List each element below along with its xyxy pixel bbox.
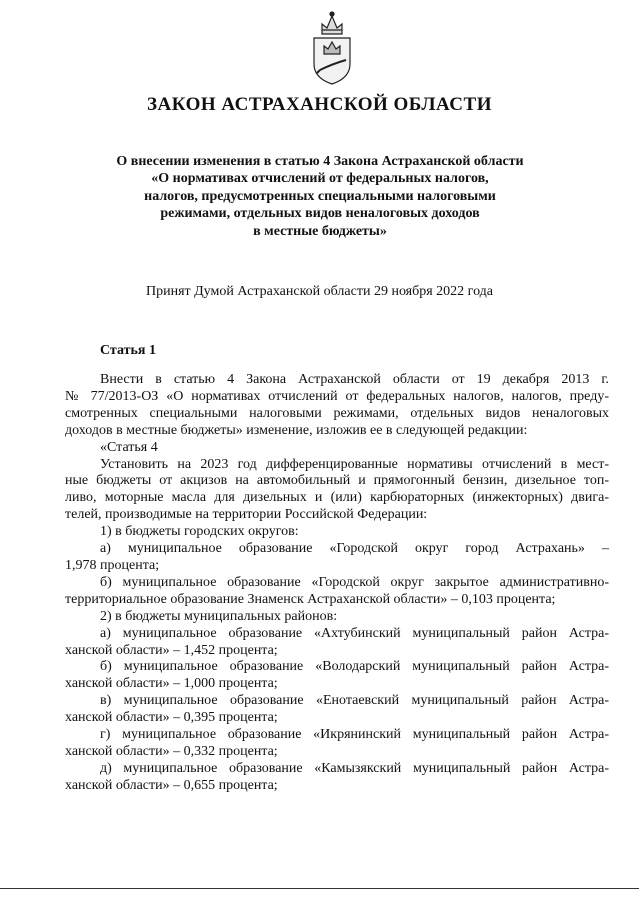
- text-line: смотренных специальными налоговыми режимами, отдельных видов неналоговых: [65, 405, 609, 421]
- text-line: ханской области» – 1,000 процента;: [65, 676, 278, 692]
- text-line: ханской области» – 0,395 процента;: [65, 710, 278, 726]
- paragraph: [65, 541, 609, 558]
- bottom-divider: [0, 888, 639, 889]
- text-line: «Статья 4: [100, 439, 158, 455]
- text-line: 2) в бюджеты муниципальных районов:: [100, 608, 338, 624]
- article-body: [65, 372, 609, 795]
- subtitle-line: О внесении изменения в статью 4 Закона Астраханской области: [116, 154, 524, 169]
- text-line: г) муниципальное образование «Икрянинский муниципальный район Астра-: [100, 727, 609, 743]
- paragraph: [65, 457, 609, 474]
- text-line: 1,978 процента;: [65, 557, 160, 573]
- text-line: б) муниципальное образование «Володарский муниципальный район Астра-: [100, 659, 609, 675]
- text-line: ханской области» – 0,332 процента;: [65, 743, 278, 759]
- text-line: а) муниципальное образование «Ахтубинский муниципальный район Астра-: [100, 625, 609, 641]
- text-line: в) муниципальное образование «Енотаевский муниципальный район Астра-: [100, 693, 609, 709]
- adoption-line: Принят Думой Астраханской области 29 ноября 2022 года: [145, 284, 494, 299]
- subtitle-line: режимами, отдельных видов неналоговых доходов: [160, 206, 480, 222]
- paragraph: [65, 575, 609, 592]
- paragraph: [65, 440, 609, 457]
- text-line: ханской области» – 0,655 процента;: [65, 777, 278, 793]
- text-line: № 77/2013-ОЗ «О нормативах отчислений от федеральных налогов, налогов, преду-: [65, 388, 609, 404]
- text-line: ные бюджеты от акцизов на автомобильный и прямогонный бензин, дизельное топ-: [65, 473, 609, 489]
- subtitle-line: в местные бюджеты»: [253, 223, 387, 239]
- document-title: ЗАКОН АСТРАХАНСКОЙ ОБЛАСТИ: [147, 94, 492, 115]
- paragraph: [65, 372, 609, 389]
- text-line: ханской области» – 1,452 процента;: [65, 642, 278, 658]
- text-line: а) муниципальное образование «Городской округ город Астрахань» –: [100, 541, 609, 557]
- text-line: Установить на 2023 год дифференцированные нормативы отчислений в мест-: [100, 456, 609, 472]
- text-line: Внести в статью 4 Закона Астраханской области от 19 декабря 2013 г.: [100, 372, 609, 387]
- text-line: доходов в местные бюджеты» изменение, изложив ее в следующей редакции:: [65, 422, 528, 438]
- text-line: 1) в бюджеты городских округов:: [100, 524, 299, 540]
- text-line: б) муниципальное образование «Городской округ закрытое административно-: [100, 574, 609, 590]
- text-line: территориальное образование Знаменск Астраханской области» – 0,103 процента;: [65, 591, 556, 607]
- text-line: телей, производимые на территории Российской Федерации:: [65, 507, 428, 523]
- document-subtitle: [80, 153, 560, 240]
- subtitle-line: «О нормативах отчислений от федеральных налогов,: [151, 171, 489, 187]
- paragraph: [65, 626, 609, 643]
- text-line: д) муниципальное образование «Камызякский муниципальный район Астра-: [100, 760, 609, 776]
- article-heading: Статья 1: [100, 343, 156, 358]
- paragraph: [65, 609, 609, 626]
- subtitle-line: налогов, предусмотренных специальными налоговыми: [144, 188, 496, 204]
- text-line: ливо, моторные масла для дизельных и (или) карбюраторных (инжекторных) двига-: [65, 490, 609, 506]
- paragraph: [65, 693, 609, 710]
- paragraph: [65, 659, 609, 676]
- paragraph: [65, 727, 609, 744]
- paragraph: [65, 524, 609, 541]
- paragraph: [65, 761, 609, 778]
- coat-of-arms-emblem: [300, 8, 364, 88]
